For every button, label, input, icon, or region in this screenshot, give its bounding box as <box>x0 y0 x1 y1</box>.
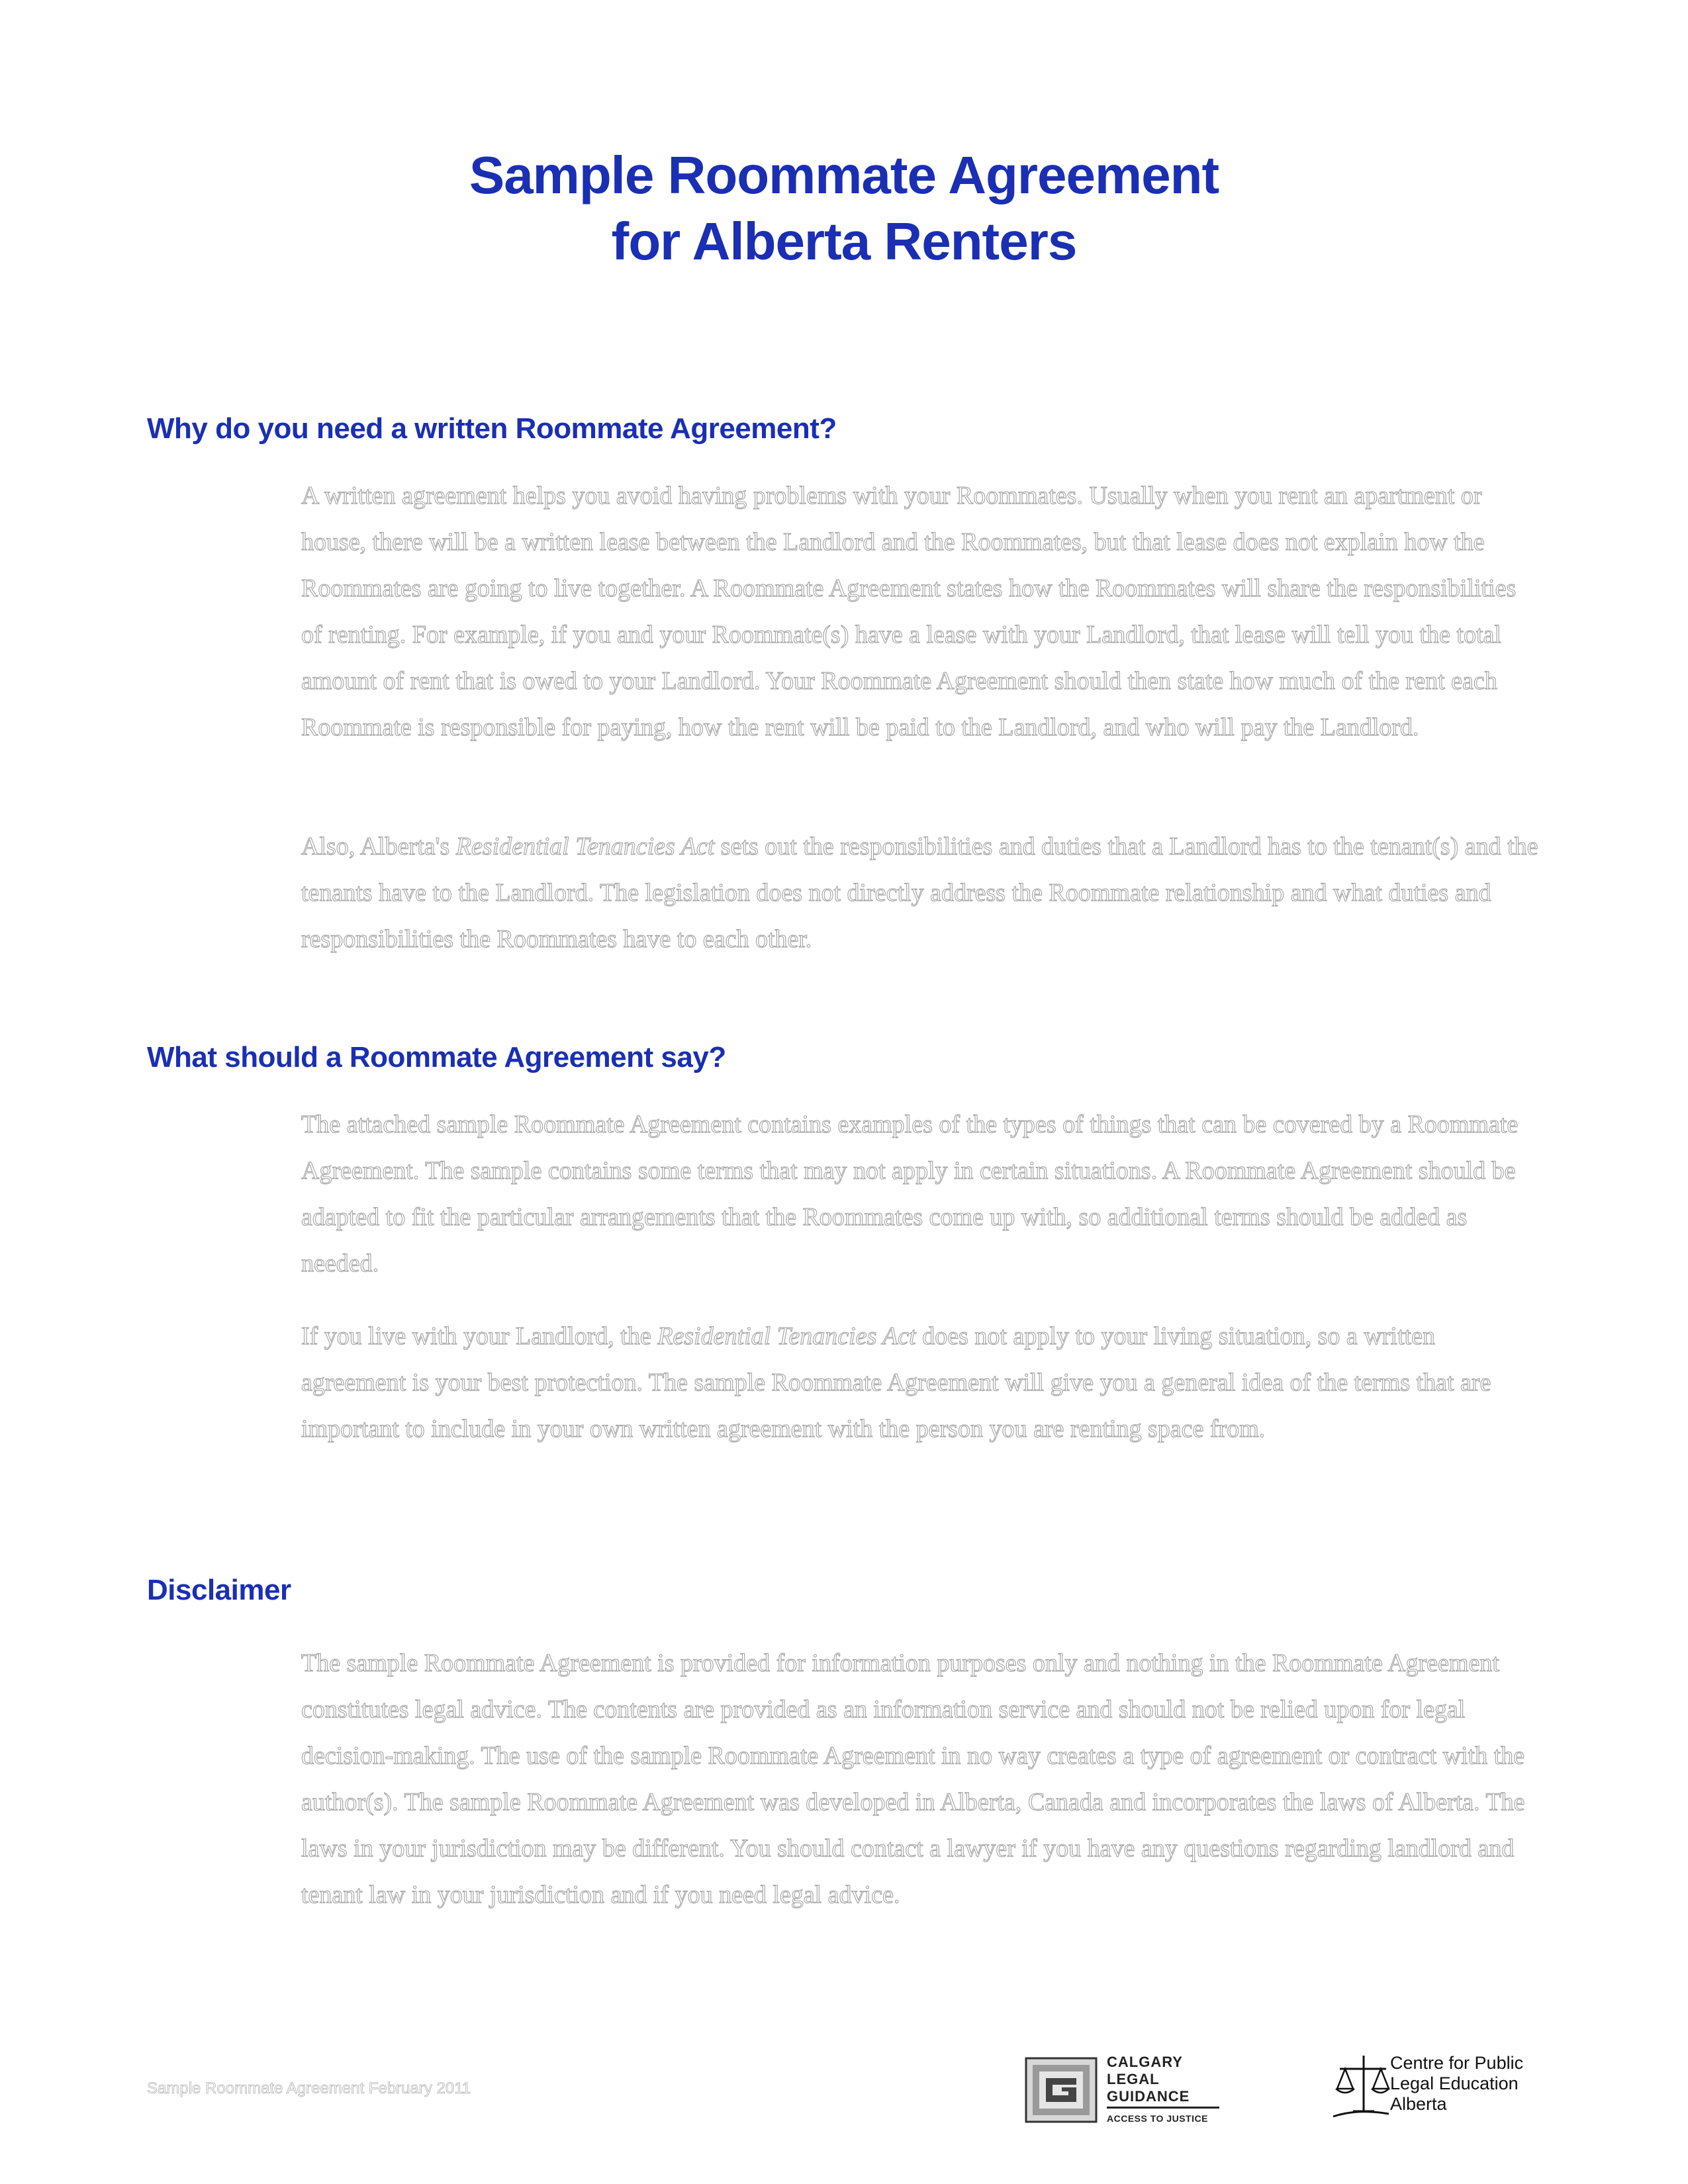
clg-line-2: LEGAL <box>1107 2070 1160 2087</box>
paragraph-why-2-after: sets out the responsibilities and duties that a Landlord has to the tenant(s) and the tenants have to the Landlord. The legislation does not directly address the Roommate relationship and what duties and responsibilities the Roommates have to each other. <box>301 833 1538 953</box>
scales-of-justice-icon <box>1331 2050 1390 2123</box>
clg-rule <box>1107 2107 1219 2109</box>
paragraph-what-2-after: does not apply to your living situation, so a written agreement is your best protection. The sample Roommate Agreement will give you a general idea of the terms that are important to include in your own written agreement with the person you are renting space from. <box>301 1322 1491 1443</box>
cple-line-2: Legal Education <box>1390 2073 1519 2093</box>
title-line-1: Sample Roommate Agreement <box>469 146 1219 205</box>
clg-line-1: CALGARY <box>1107 2053 1183 2070</box>
paragraph-what-2-before: If you live with your Landlord, the <box>301 1322 658 1350</box>
paragraph-why-1: A written agreement helps you avoid having problems with your Roommates. Usually when you rent an apartment or house, there will be a written lease between the Landlord and the Roommates, but that lease does not explain how the Roommates are going to live together. A Roommate Agreement states how the Roommates will share the responsibilities of renting. For example, if you and your Roommate(s) have a lease with your Landlord, that lease will tell you the total amount of rent that is owed to your Landlord. Your Roommate Agreement should then state how much of the rent each Roommate is responsible for paying, how the rent will be paid to the Landlord, and who will pay the Landlord. <box>301 482 1517 741</box>
calgary-legal-guidance-logo <box>1025 2053 1223 2124</box>
section-heading-disclaimer: Disclaimer <box>147 1574 291 1606</box>
cple-alberta-logo <box>1331 2050 1529 2130</box>
act-name: Residential Tenancies Act <box>657 1322 916 1350</box>
paragraph-why-2-before: Also, Alberta's <box>301 833 456 860</box>
paragraph-disclaimer: The sample Roommate Agreement is provided for information purposes only and nothing in the Roommate Agreement constitutes legal advice. The contents are provided as an information service and should not be relied upon for legal decision-making. The use of the sample Roommate Agreement in no way creates a type of agreement or contract with the author(s). The sample Roommate Agreement was developed in Alberta, Canada and incorporates the laws of Alberta. The laws in your jurisdiction may be different. You should contact a lawyer if you have any questions regarding landlord and tenant law in your jurisdiction and if you need legal advice. <box>301 1649 1525 1909</box>
clg-line-3: GUIDANCE <box>1107 2087 1190 2105</box>
calgary-legal-guidance-mark-icon <box>1025 2057 1098 2123</box>
act-name: Residential Tenancies Act <box>455 833 715 860</box>
title-line-2: for Alberta Renters <box>611 212 1077 271</box>
footer-note: Sample Roommate Agreement February 2011 <box>147 2079 471 2097</box>
clg-tagline: ACCESS TO JUSTICE <box>1107 2113 1208 2124</box>
calgary-legal-guidance-wordmark <box>1107 2054 1219 2127</box>
document-title <box>0 142 1688 275</box>
section-heading-what: What should a Roommate Agreement say? <box>147 1041 726 1073</box>
paragraph-why-2 <box>301 823 1542 962</box>
cple-line-1: Centre for Public <box>1390 2053 1524 2073</box>
paragraph-what-2 <box>301 1313 1542 1452</box>
section-heading-why: Why do you need a written Roommate Agreement? <box>147 412 837 445</box>
paragraph-what-1: The attached sample Roommate Agreement contains examples of the types of things that can be covered by a Roommate Agreement. The sample contains some terms that may not apply in certain situations. A Roommate Agreement should be adapted to fit the particular arrangements that the Roommates come up with, so additional terms should be added as needed. <box>301 1111 1519 1277</box>
cple-line-3: Alberta <box>1390 2094 1447 2114</box>
cple-wordmark <box>1390 2050 1523 2115</box>
